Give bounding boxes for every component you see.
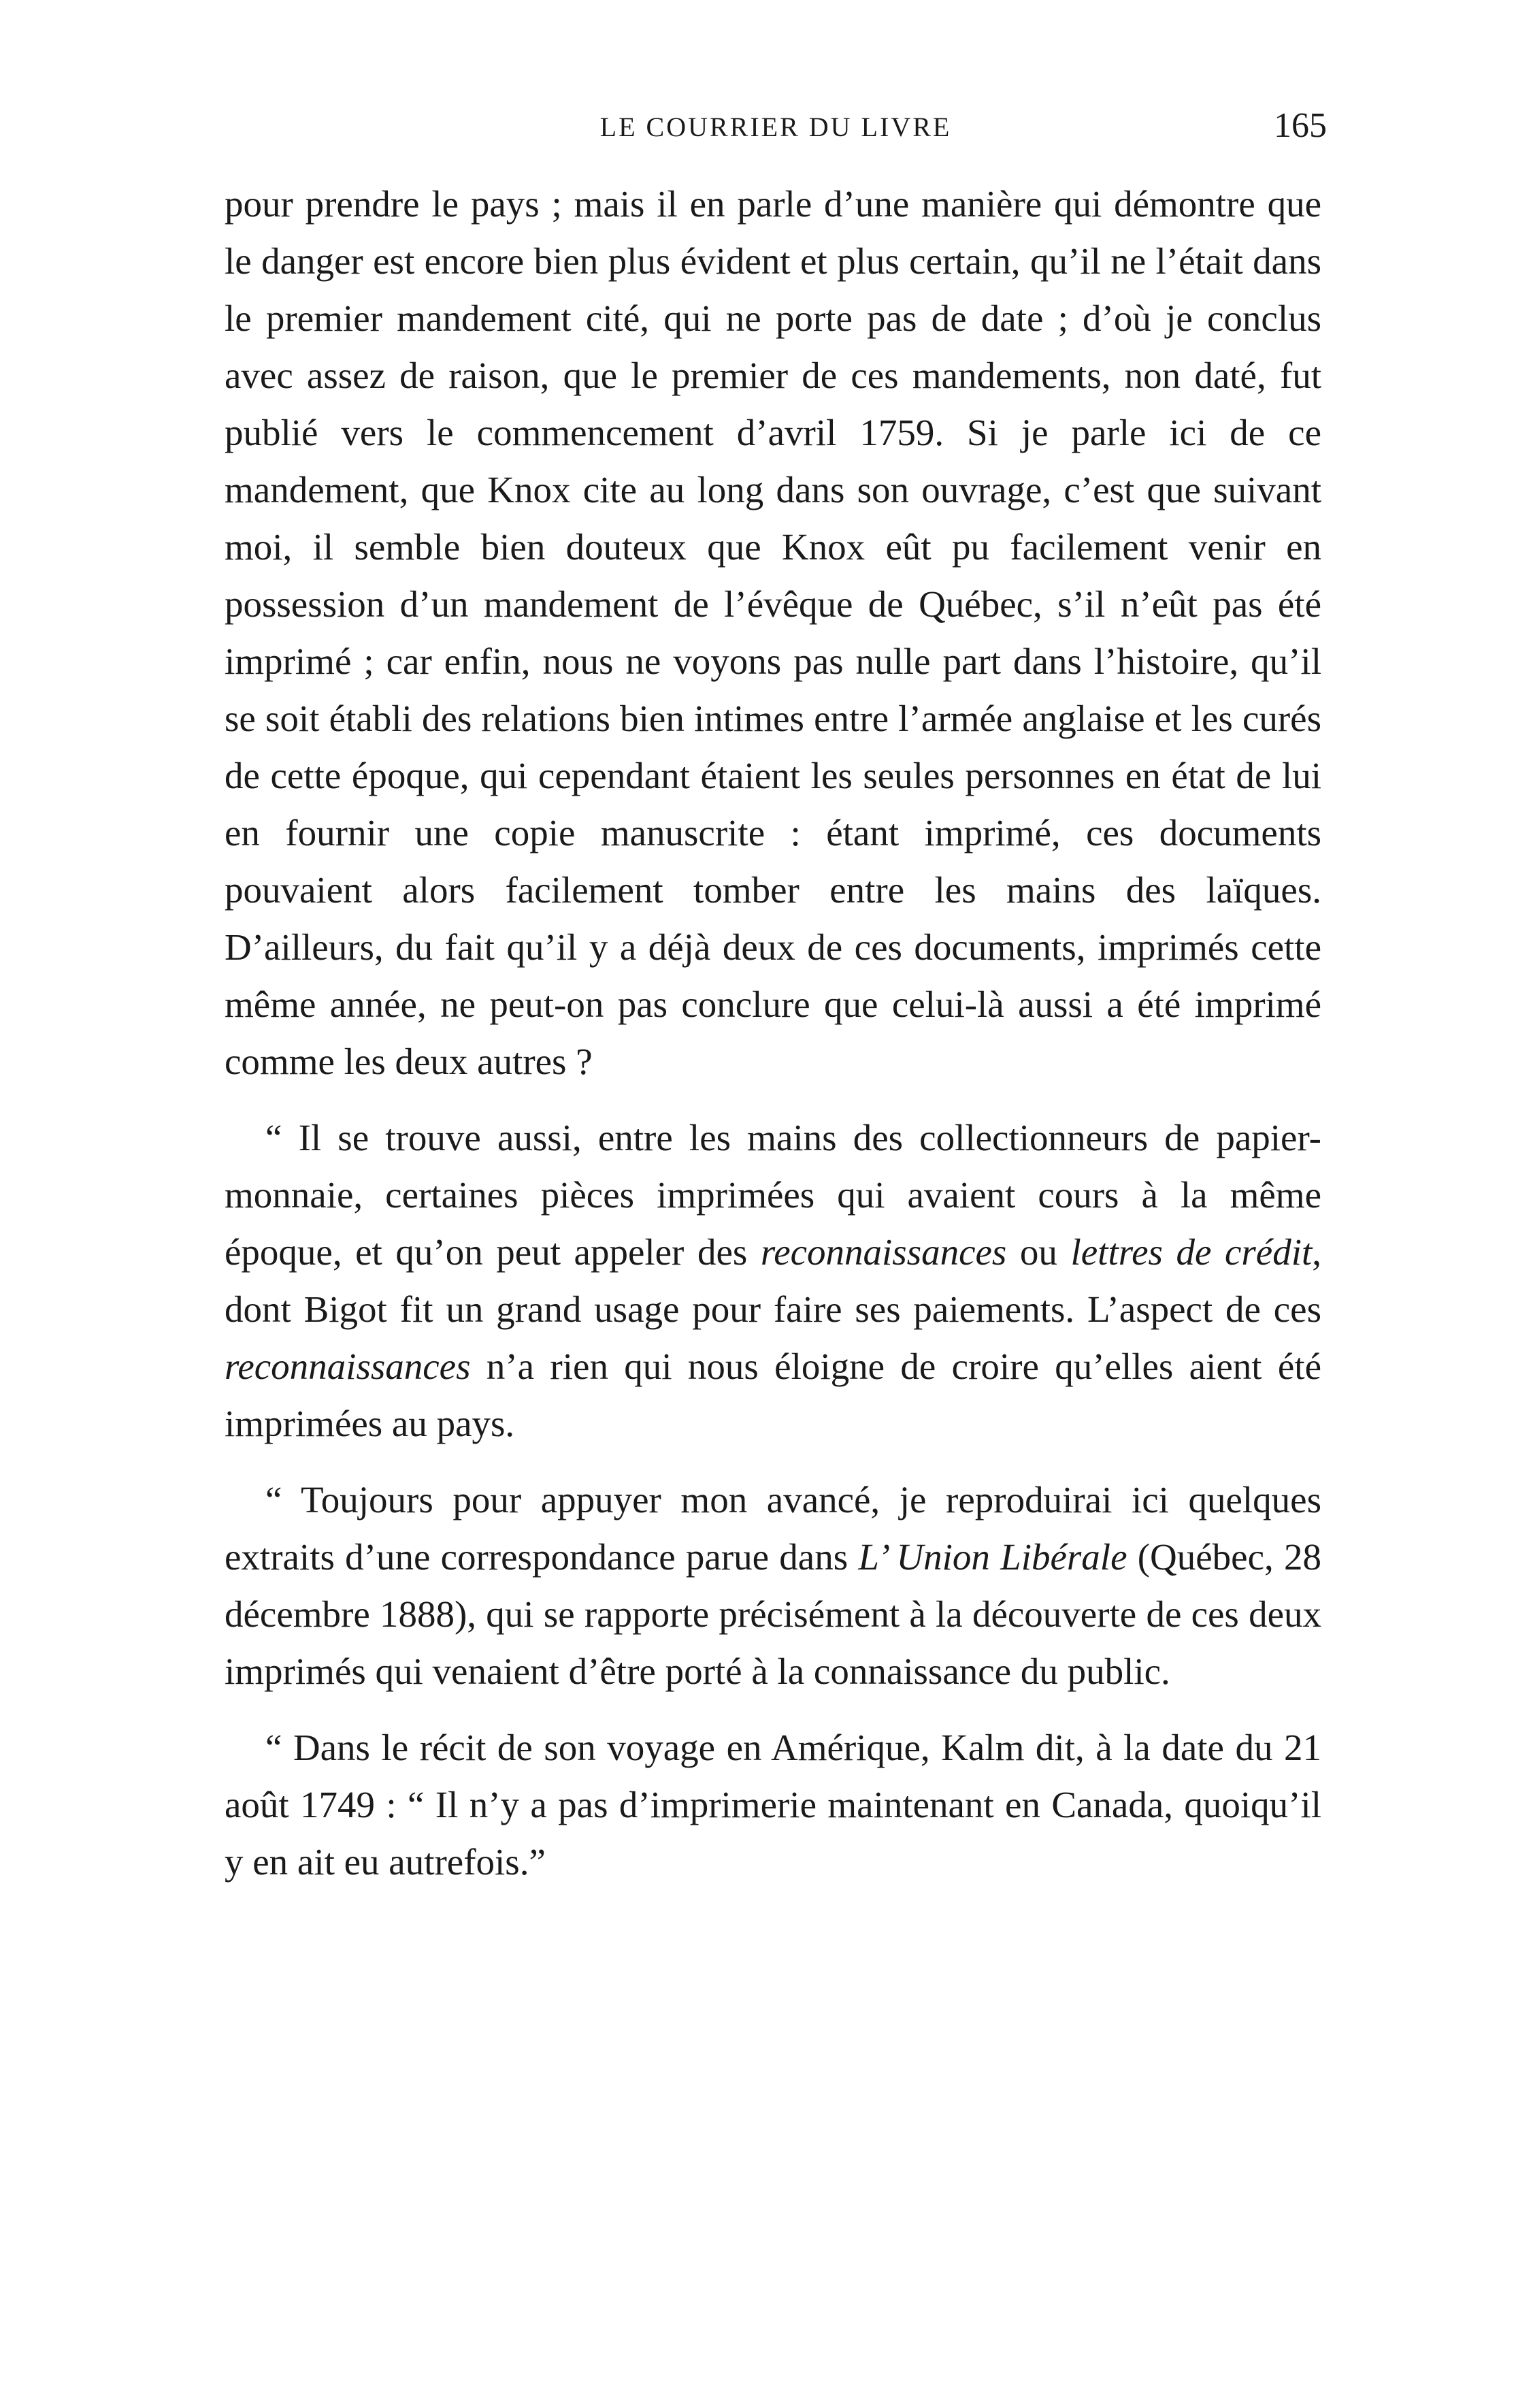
paragraph-2-part-c: , dont Bigot fit un grand usage pour faire ses paiements. L’aspect de ces	[225, 1231, 1322, 1330]
paragraph-2	[225, 1109, 1321, 1452]
paragraph-2-part-b: ou	[1006, 1231, 1071, 1273]
paragraph-3	[225, 1471, 1321, 1700]
paragraph-2-part-d: n’a rien qui nous éloigne de croire qu’elles aient été imprimées au pays.	[225, 1346, 1321, 1444]
body-text	[225, 176, 1321, 1891]
italic-term-reconnaissances: reconnaissances	[760, 1231, 1007, 1273]
paragraph-2-part-a: “ Il se trouve aussi, entre les mains des collectionneurs de papier-monnaie, certaines pièces imprimées qui avaient cours à la même époque, et qu’on peut appeler des	[225, 1117, 1321, 1273]
page-number: 165	[1274, 106, 1327, 145]
paragraph-4: “ Dans le récit de son voyage en Amérique, Kalm dit, à la date du 21 août 1749 : “ Il n’y a pas d’imprimerie maintenant en Canada, quoiqu’il y en ait eu autrefois.”	[225, 1727, 1321, 1883]
italic-term-lettres-de-credit: lettres de crédit	[1070, 1231, 1313, 1273]
paragraph-1: pour prendre le pays ; mais il en parle d’une manière qui démontre que le danger est encore bien plus évident et plus certain, qu’il ne l’était dans le premier mandement cité, qui ne porte pas de date ; d’où je conclus avec assez de raison, que le premier de ces mandements, non daté, fut publié vers le commencement d’avril 1759. Si je parle ici de ce mandement, que Knox cite au long dans son ouvrage, c’est que suivant moi, il semble bien douteux que Knox eût pu facilement venir en possession d’un mandement de l’évêque de Québec, s’il n’eût pas été imprimé ; car enfin, nous ne voyons pas nulle part dans l’histoire, qu’il se soit établi des relations bien intimes entre l’armée anglaise et les curés de cette époque, qui cependant étaient les seules personnes en état de lui en fournir une copie manuscrite : étant imprimé, ces documents pouvaient alors facilement tomber entre les mains des laïques. D’ailleurs, du fait qu’il y a déjà deux de ces documents, imprimés cette même année, ne peut-on pas conclure que celui-là aussi a été imprimé comme les deux autres ?	[225, 183, 1321, 1082]
italic-journal-title: L’ Union Libérale	[858, 1536, 1127, 1578]
page-header	[225, 105, 1327, 153]
running-title: LE COURRIER DU LIVRE	[599, 112, 952, 142]
paragraph-3-part-a: “ Toujours pour appuyer mon avancé, je reproduirai ici quelques extraits d’une correspondance parue dans	[225, 1479, 1321, 1578]
paragraph-3-part-b: (Québec, 28 décembre 1888), qui se rapporte précisément à la découverte de ces deux imprimés qui venaient d’être porté à la connaissance du public.	[225, 1536, 1321, 1692]
italic-term-reconnaissances-2: reconnaissances	[225, 1346, 471, 1387]
